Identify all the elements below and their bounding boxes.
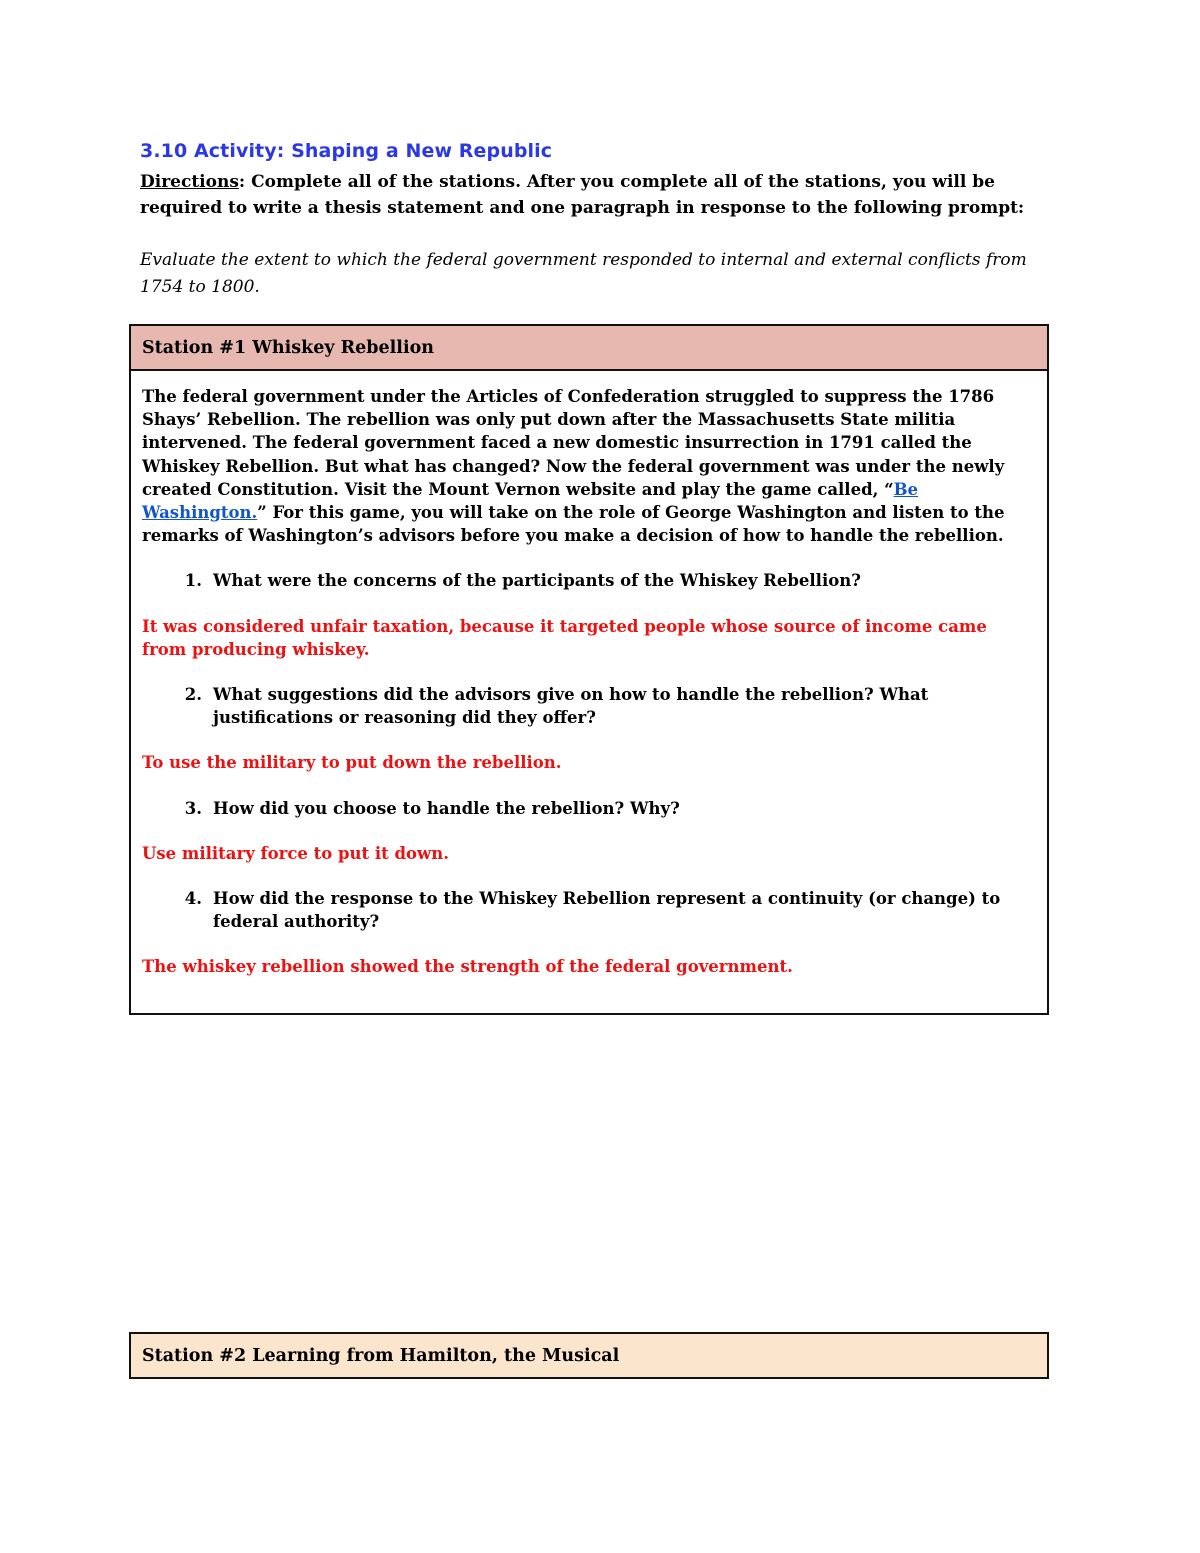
station-1-table bbox=[129, 324, 1049, 1015]
question-number: 1. bbox=[184, 571, 202, 591]
station-1-body bbox=[131, 371, 1047, 1013]
question-number: 3. bbox=[184, 798, 202, 818]
directions-label: Directions bbox=[140, 172, 239, 192]
question-2 bbox=[142, 683, 1035, 729]
answer-4: The whiskey rebellion showed the strength of the federal government. bbox=[142, 957, 793, 977]
question-text: What were the concerns of the participants of the Whiskey Rebellion? bbox=[213, 571, 861, 591]
answer-1: It was considered unfair taxation, because it targeted people whose source of income came from producing whiskey. bbox=[142, 616, 987, 659]
station-1-header: Station #1 Whiskey Rebellion bbox=[131, 326, 1047, 371]
question-number: 2. bbox=[184, 685, 202, 705]
be-washington-link[interactable]: Be Washington. bbox=[142, 479, 919, 523]
essay-prompt: Evaluate the extent to which the federal government responded to internal and external conflicts from 1754 to 1800. bbox=[140, 250, 1027, 297]
answer-2: To use the military to put down the rebellion. bbox=[142, 753, 562, 773]
question-text: What suggestions did the advisors give on how to handle the rebellion? What justifications or reasoning did they offer? bbox=[213, 685, 929, 728]
station-2-table bbox=[129, 1332, 1049, 1379]
question-4 bbox=[142, 887, 1035, 933]
question-3 bbox=[142, 797, 1035, 820]
station-1-intro bbox=[142, 385, 1035, 547]
question-text: How did the response to the Whiskey Rebellion represent a continuity (or change) to federal authority? bbox=[213, 889, 1001, 932]
intro-text-after-link: ” For this game, you will take on the role of George Washington and listen to the remarks of Washington’s advisors before you make a decision of how to handle the rebellion. bbox=[142, 503, 1005, 546]
directions bbox=[140, 169, 1060, 221]
intro-text-before-link: The federal government under the Articles of Confederation struggled to suppress the 1786 Shays’ Rebellion. The rebellion was only put down after the Massachusetts State militia intervened. The federal government faced a new domestic insurrection in 1791 called the Whiskey Rebellion. But what has changed? Now the federal government was under the newly created Constitution. Visit the Mount Vernon website and play the game called, “ bbox=[142, 387, 1005, 499]
station-2-header: Station #2 Learning from Hamilton, the Musical bbox=[131, 1334, 1047, 1377]
directions-text: : Complete all of the stations. After you complete all of the stations, you will be required to write a thesis statement and one paragraph in response to the following prompt: bbox=[140, 172, 1025, 218]
question-1 bbox=[142, 569, 1035, 592]
question-text: How did you choose to handle the rebellion? Why? bbox=[213, 798, 680, 818]
page-title: 3.10 Activity: Shaping a New Republic bbox=[140, 140, 553, 162]
answer-3: Use military force to put it down. bbox=[142, 843, 449, 863]
question-number: 4. bbox=[184, 889, 202, 909]
